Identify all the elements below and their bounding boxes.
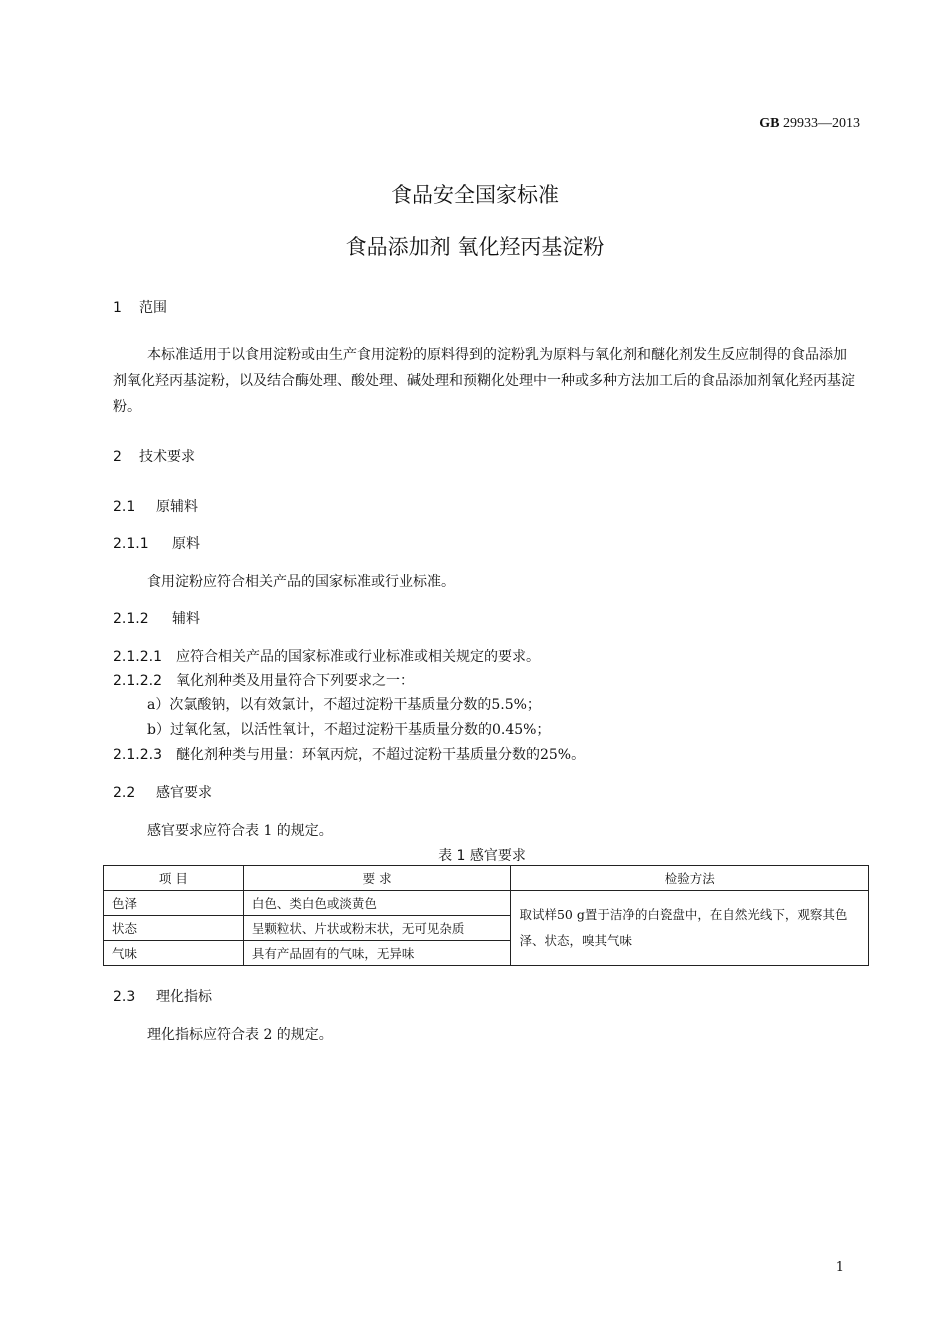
section-2-1-heading — [113, 496, 198, 516]
column-header-item: 项 目 — [104, 866, 244, 891]
column-header-method: 检验方法 — [511, 866, 869, 891]
section-2-1-2-heading — [113, 608, 200, 628]
section-2-2-heading — [113, 782, 212, 802]
section-title: 感官要求 — [156, 785, 212, 801]
physicochemical-intro-text: 理化指标应符合表 2 的规定。 — [147, 1027, 333, 1043]
section-2-1-1-heading — [113, 533, 200, 553]
section-number: 2.1.2 — [113, 611, 149, 627]
clause-number: 2.1.2.2 — [113, 673, 162, 689]
cell-requirement: 白色、类白色或淡黄色 — [243, 891, 511, 916]
document-title: 食品安全国家标准 — [391, 183, 559, 207]
sensory-intro-text: 感官要求应符合表 1 的规定。 — [147, 823, 333, 839]
clause-2-1-2-2 — [113, 670, 414, 690]
section-number: 2.1.1 — [113, 536, 149, 552]
cell-item: 状态 — [104, 916, 244, 941]
section-title: 辅料 — [172, 611, 200, 627]
section-2-heading — [113, 446, 195, 466]
clause-number: 2.1.2.1 — [113, 649, 162, 665]
table-header-row — [104, 866, 869, 891]
section-title: 技术要求 — [139, 449, 195, 465]
cell-item: 气味 — [104, 941, 244, 966]
column-header-requirement: 要 求 — [243, 866, 511, 891]
section-title: 范围 — [139, 300, 167, 316]
section-number: 1 — [113, 300, 122, 316]
cell-requirement: 呈颗粒状、片状或粉末状，无可见杂质 — [243, 916, 511, 941]
section-2-3-heading — [113, 986, 212, 1006]
clause-number: 2.1.2.3 — [113, 747, 162, 763]
cell-method: 取试样50 g置于洁净的白瓷盘中，在自然光线下，观察其色泽、状态，嗅其气味 — [511, 891, 869, 966]
section-title: 原料 — [172, 536, 200, 552]
standard-number: 29933—2013 — [779, 116, 860, 131]
raw-material-text: 食用淀粉应符合相关产品的国家标准或行业标准。 — [147, 574, 455, 590]
clause-text: 应符合相关产品的国家标准或行业标准或相关规定的要求。 — [175, 649, 540, 665]
clause-2-1-2-3 — [113, 744, 585, 764]
section-title: 原辅料 — [156, 499, 198, 515]
table-row — [104, 891, 869, 916]
standard-prefix: GB — [759, 116, 780, 131]
section-number: 2.2 — [113, 785, 136, 801]
section-title: 理化指标 — [156, 989, 212, 1005]
list-item-a: a）次氯酸钠，以有效氯计，不超过淀粉干基质量分数的5.5%； — [147, 697, 541, 713]
sensory-requirements-table — [103, 865, 869, 966]
section-number: 2.1 — [113, 499, 136, 515]
scope-text: 本标准适用于以食用淀粉或由生产食用淀粉的原料得到的淀粉乳为原料与氧化剂和醚化剂发生反应制得的食品添加剂氧化羟丙基淀粉，以及结合酶处理、酸处理、碱处理和预糊化处理中一种或多种方法加工后的食品添加剂氧化羟丙基淀粉。 — [113, 347, 855, 415]
clause-2-1-2-1 — [113, 646, 540, 666]
section-1-heading — [113, 297, 167, 317]
document-subtitle: 食品添加剂 氧化羟丙基淀粉 — [345, 235, 605, 259]
table-1-caption: 表 1 感官要求 — [438, 848, 526, 864]
clause-text: 醚化剂种类与用量：环氧丙烷，不超过淀粉干基质量分数的25%。 — [175, 747, 586, 763]
standard-code — [759, 116, 860, 132]
section-number: 2.3 — [113, 989, 136, 1005]
clause-text: 氧化剂种类及用量符合下列要求之一： — [175, 673, 414, 689]
cell-item: 色泽 — [104, 891, 244, 916]
section-number: 2 — [113, 449, 122, 465]
page-number: 1 — [835, 1260, 844, 1275]
list-item-b: b）过氧化氢，以活性氧计，不超过淀粉干基质量分数的0.45%； — [147, 722, 551, 738]
scope-paragraph — [113, 342, 855, 420]
cell-requirement: 具有产品固有的气味，无异味 — [243, 941, 511, 966]
